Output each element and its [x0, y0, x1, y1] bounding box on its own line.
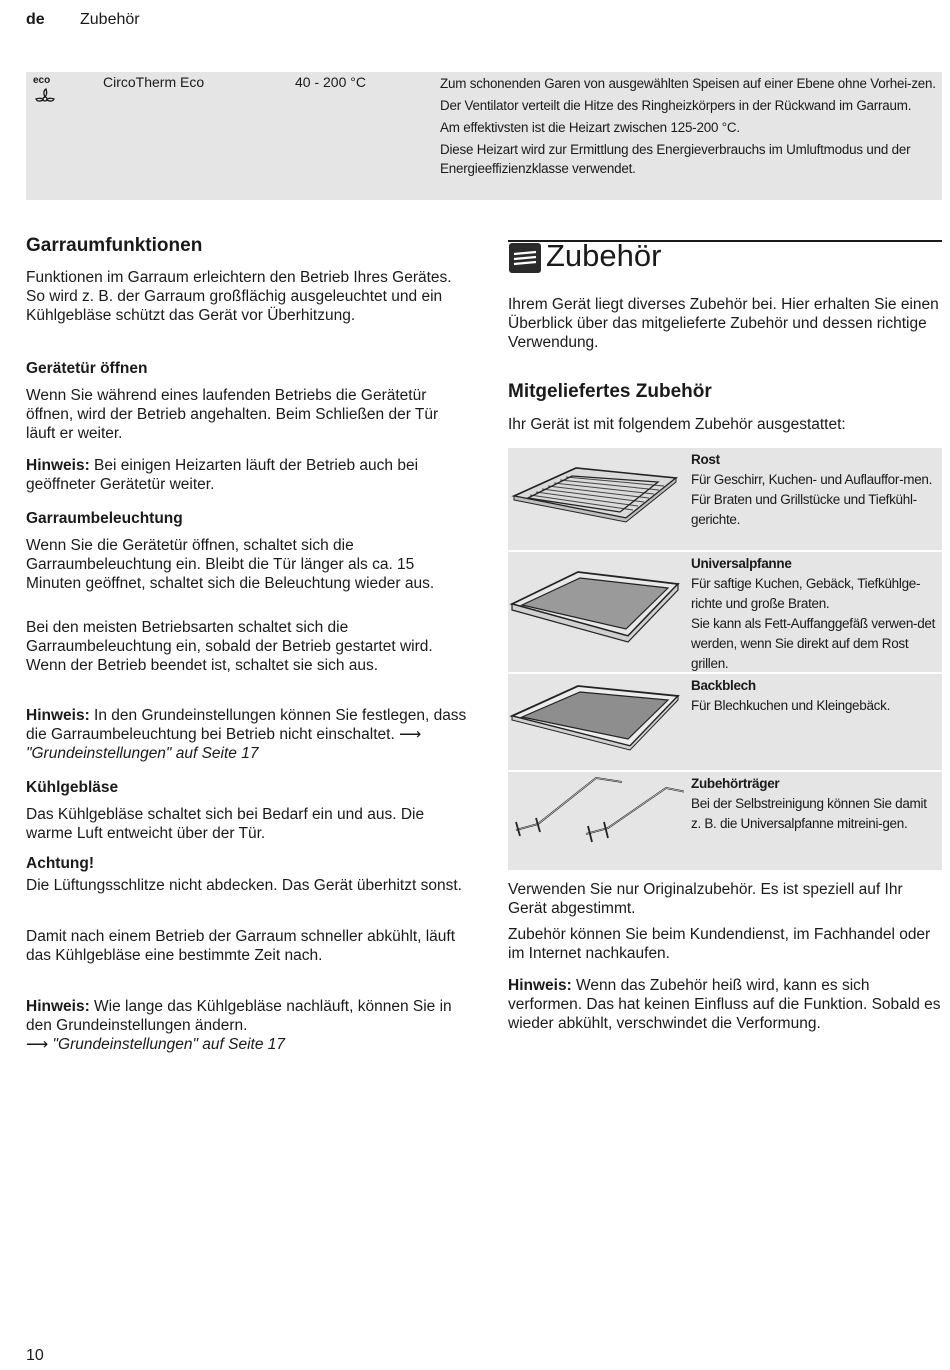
mode-desc-line: Der Ventilator verteilt die Hitze des Ringheizkörpers in der Rückwand im Garraum. [440, 98, 912, 113]
chapter-intro: Ihrem Gerät liegt diverses Zubehör bei. Hier erhalten Sie einen Überblick über das mitgelieferte Zubehör und dessen richtige Verwendung. [508, 296, 939, 351]
hint-text: Wie lange das Kühlgebläse nachläuft, können Sie in den Grundeinstellungen ändern. [26, 998, 452, 1034]
accessory-name: Backblech [691, 678, 756, 693]
caution-label: Achtung! [26, 855, 95, 872]
door-paragraph: Wenn Sie während eines laufenden Betriebs die Gerätetür öffnen, wird der Betrieb angehalten. Beim Schließen der Tür läuft er weiter. [26, 387, 439, 442]
section-intro: Ihr Gerät ist mit folgendem Zubehör ausgestattet: [508, 416, 846, 433]
outro-hint [508, 976, 942, 1033]
light-paragraph-1: Wenn Sie die Gerätetür öffnen, schaltet sich die Garraumbeleuchtung ein. Bleibt die Tür länger als ca. 15 Minuten geöffnet, schaltet sich die Beleuchtung wieder aus. [26, 537, 435, 592]
accessory-name: Zubehörträger [691, 776, 780, 791]
subsection-title-light: Garraumbeleuchtung [26, 510, 183, 527]
language-code: de [26, 11, 45, 28]
accessory-text [691, 554, 939, 674]
accessory-text [691, 676, 939, 716]
accessory-holder-image [508, 772, 684, 870]
light-paragraph-2: Bei den meisten Betriebsarten schaltet sich die Garraumbeleuchtung ein, sobald der Betrieb gestartet wird. Wenn der Betrieb beendet ist, schaltet sie sich aus. [26, 619, 433, 674]
accessory-row-zubehoertraeger [508, 772, 942, 870]
arrow-icon: ⟶ [26, 1036, 49, 1053]
circotherm-eco-icon [32, 75, 58, 111]
accessory-name: Rost [691, 452, 720, 467]
eco-label: eco [33, 75, 51, 86]
page-number: 10 [26, 1347, 44, 1364]
wire-rack-image [508, 448, 684, 550]
accessory-row-rost [508, 448, 942, 550]
mode-desc-line: Zum schonenden Garen von ausgewählten Speisen auf einer Ebene ohne Vorhei-zen. [440, 76, 936, 91]
hint-label: Hinweis: [26, 998, 90, 1015]
accessory-desc: Für saftige Kuchen, Gebäck, Tiefkühlge-richte und große Braten. [691, 576, 921, 611]
outro-paragraph-1: Verwenden Sie nur Originalzubehör. Es ist speziell auf Ihr Gerät abgestimmt. [508, 881, 903, 917]
baking-tray-image [508, 674, 684, 770]
subsection-title-fan: Kühlgebläse [26, 779, 119, 796]
page-header-title: Zubehör [80, 11, 140, 28]
accessory-row-backblech [508, 674, 942, 770]
hint-text: Wenn das Zubehör heiß wird, kann es sich verformen. Das hat keinen Einfluss auf die Funktion. Sobald es wieder abkühlt, verschwindet die Verformung. [508, 977, 941, 1032]
accessory-chapter-icon [509, 243, 541, 273]
accessory-text [691, 774, 939, 834]
cross-reference-link[interactable]: "Grundeinstellungen" auf Seite 17 [52, 1036, 286, 1053]
section-title-mitgeliefert: Mitgeliefertes Zubehör [508, 381, 712, 402]
heating-mode-row [26, 72, 942, 200]
outro-paragraph-2: Zubehör können Sie beim Kundendienst, im Fachhandel oder im Internet nachkaufen. [508, 926, 931, 962]
light-hint [26, 706, 471, 763]
hint-label: Hinweis: [508, 977, 572, 994]
hint-label: Hinweis: [26, 457, 90, 474]
accessory-desc: Für Braten und Grillstücke und Tiefkühl-gerichte. [691, 492, 917, 527]
hint-text: Bei einigen Heizarten läuft der Betrieb auch bei geöffneter Gerätetür weiter. [26, 457, 419, 493]
caution-text: Die Lüftungsschlitze nicht abdecken. Das Gerät überhitzt sonst. [26, 877, 462, 894]
arrow-icon: ⟶ [399, 726, 422, 743]
fan-paragraph: Das Kühlgebläse schaltet sich bei Bedarf ein und aus. Die warme Luft entweicht über der Tür. [26, 806, 425, 842]
accessory-desc: Bei der Selbstreinigung können Sie damit z. B. die Universalpfanne mitreini-gen. [691, 796, 927, 831]
accessory-desc: Für Blechkuchen und Kleingebäck. [691, 698, 891, 713]
mode-desc-line: Am effektivsten ist die Heizart zwischen 125-200 °C. [440, 120, 740, 135]
accessory-desc: Sie kann als Fett-Auffanggefäß verwen-det werden, wenn Sie direkt auf dem Rost grillen. [691, 616, 936, 671]
mode-name: CircoTherm Eco [103, 74, 205, 90]
mode-temperature: 40 - 200 °C [295, 74, 366, 90]
hint-text: In den Grundeinstellungen können Sie festlegen, dass die Garraumbeleuchtung bei Betrieb nicht einschaltet. [26, 707, 467, 743]
cross-reference-link[interactable]: "Grundeinstellungen" auf Seite 17 [26, 745, 259, 762]
accessory-name: Universalpfanne [691, 556, 792, 571]
accessory-row-universalpfanne [508, 552, 942, 672]
fan-paragraph-2: Damit nach einem Betrieb der Garraum schneller abkühlt, läuft das Kühlgebläse eine bestimmte Zeit nach. [26, 928, 456, 964]
subsection-title-door: Gerätetür öffnen [26, 360, 148, 377]
universal-pan-image [508, 552, 684, 672]
mode-desc-line: Diese Heizart wird zur Ermittlung des Energieverbrauchs im Umluftmodus und der Energieeffizienzklasse verwendet. [440, 142, 911, 176]
fan-icon [32, 75, 58, 111]
mode-description [440, 74, 940, 181]
accessory-desc: Für Geschirr, Kuchen- und Auflauffor-men. [691, 472, 933, 487]
chapter-title: Zubehör [546, 238, 662, 273]
intro-paragraph: Funktionen im Garraum erleichtern den Betrieb Ihres Gerätes. So wird z. B. der Garraum großflächig ausgeleuchtet und ein Kühlgebläse schützt das Gerät vor Überhitzung. [26, 269, 452, 324]
door-hint [26, 456, 471, 494]
hint-label: Hinweis: [26, 707, 90, 724]
section-title-garraumfunktionen: Garraumfunktionen [26, 235, 203, 256]
accessory-text [691, 450, 939, 530]
fan-hint [26, 997, 471, 1054]
